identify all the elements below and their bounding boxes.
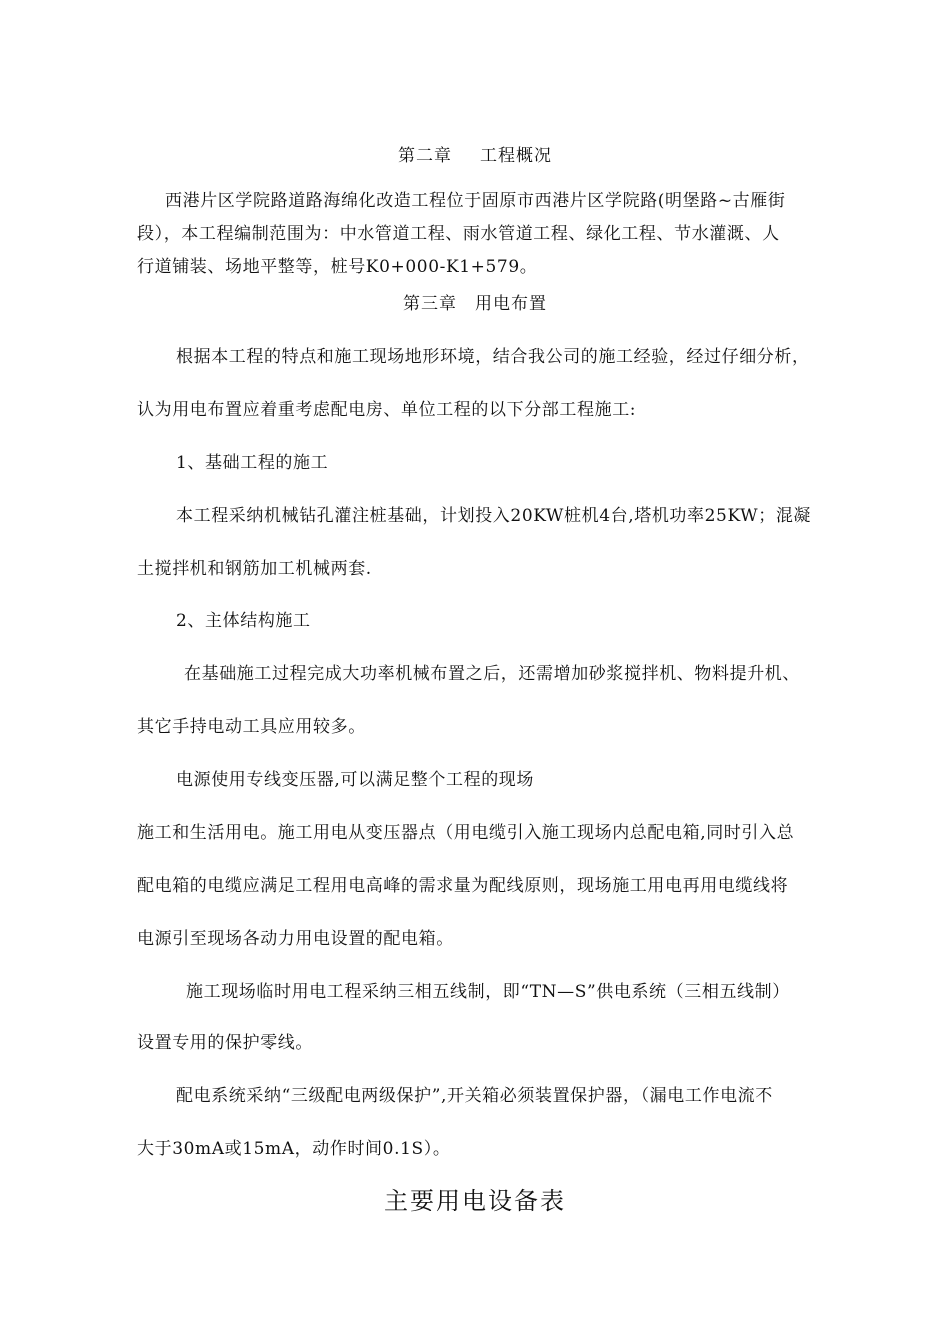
power-line-2: 施工和生活用电。施工用电从变压器点（用电缆引入施工现场内总配电箱,同时引入总: [137, 823, 795, 843]
power-line-4: 电源引至现场各动力用电设置的配电箱。: [137, 929, 454, 949]
system-line-2: 设置专用的保护零线。: [137, 1033, 313, 1053]
item-1-line-2: 土搅拌机和钢筋加工机械两套.: [137, 559, 372, 579]
item-2-line-2: 其它手持电动工具应用较多。: [137, 717, 366, 737]
intro-line-2: 认为用电布置应着重考虑配电房、单位工程的以下分部工程施工:: [137, 400, 637, 420]
chapter-2-title: 工程概况: [480, 146, 552, 166]
intro-line-1: 根据本工程的特点和施工现场地形环境，结合我公司的施工经验，经过仔细分析，: [176, 347, 810, 367]
chapter-2-line-1: 西港片区学院路道路海绵化改造工程位于固原市西港片区学院路(明堡路~古雁街: [165, 191, 786, 211]
item-1-line-1: 本工程采纳机械钻孔灌注桩基础，计划投入20KW桩机4台,塔机功率25KW；混凝: [176, 506, 812, 526]
chapter-3-heading: [0, 292, 950, 316]
protection-line-1: 配电系统采纳“三级配电两级保护”,开关箱必须装置保护器，（漏电工作电流不: [176, 1086, 773, 1106]
item-1-heading: 1、基础工程的施工: [176, 453, 329, 473]
item-2-heading: 2、主体结构施工: [176, 611, 311, 631]
item-2-line-1: 在基础施工过程完成大功率机械布置之后，还需增加砂浆搅拌机、物料提升机、: [184, 664, 800, 684]
equipment-table-title: 主要用电设备表: [384, 1187, 566, 1215]
chapter-2-label: 第二章: [398, 146, 452, 166]
chapter-2-line-3: 行道铺装、场地平整等，桩号K0+000-K1+579。: [137, 257, 538, 277]
chapter-2-line-2: 段），本工程编制范围为：中水管道工程、雨水管道工程、绿化工程、节水灌溉、人: [137, 224, 780, 244]
power-line-1: 电源使用专线变压器,可以满足整个工程的现场: [176, 770, 535, 790]
chapter-2-heading: [0, 144, 950, 168]
power-line-3: 配电箱的电缆应满足工程用电高峰的需求量为配线原则，现场施工用电再用电缆线将: [137, 876, 789, 896]
protection-line-2: 大于30mA或15mA，动作时间0.1S）。: [137, 1139, 451, 1159]
chapter-3-title: 用电布置: [475, 294, 547, 314]
system-line-1: 施工现场临时用电工程采纳三相五线制，即“TN—S”供电系统（三相五线制）: [186, 982, 790, 1002]
chapter-3-label: 第三章: [403, 294, 457, 314]
